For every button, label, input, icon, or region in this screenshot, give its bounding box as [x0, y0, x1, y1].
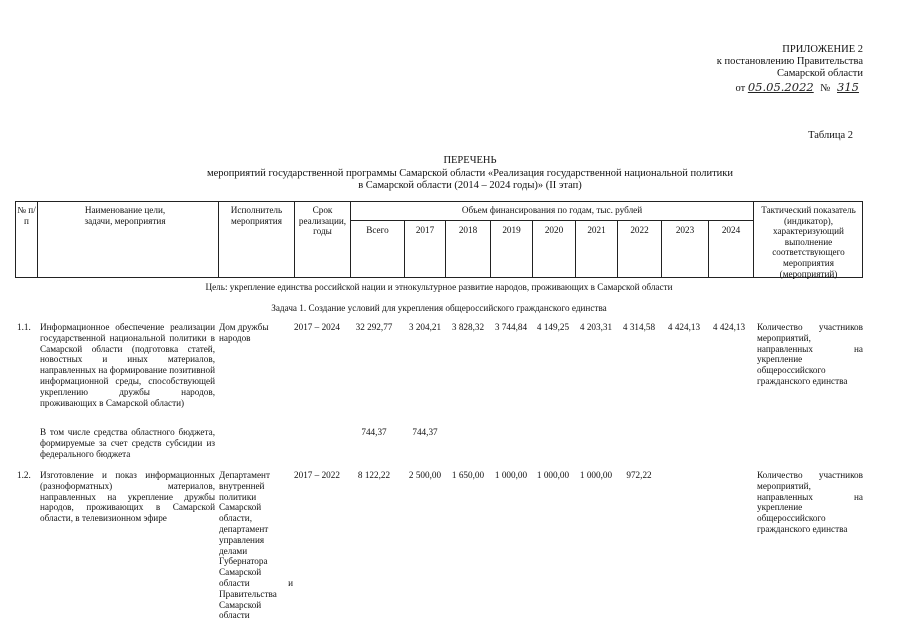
- row-1-2-total: 8 122,22: [357, 470, 391, 480]
- row-1-1-num: 1.1.: [17, 322, 31, 332]
- appendix-date-line: [663, 81, 863, 95]
- row-1-2-num: 1.2.: [17, 470, 31, 480]
- row-1-2-term: 2017 – 2022: [294, 470, 340, 480]
- header-name: Наименование цели, задачи, мероприятия: [84, 205, 166, 226]
- appendix-block: [663, 44, 863, 95]
- goal-text: Цель: укрепление единства российской нации и этнокультурное развитие народов, проживающих в Самарской области: [205, 282, 673, 292]
- header-funding: Объем финансирования по годам, тыс. рублей: [461, 205, 643, 215]
- row-1-1-2017: 3 204,21: [408, 322, 442, 332]
- title-heading: ПЕРЕЧЕНЬ: [443, 155, 497, 166]
- header-year-2019: 2019: [502, 225, 521, 235]
- table-header: [15, 201, 863, 278]
- row-1-2-2018: 1 650,00: [451, 470, 485, 480]
- header-year-2023: 2023: [675, 225, 695, 235]
- row-1-1-2019: 3 744,84: [494, 322, 528, 332]
- row-1-1-2018: 3 828,32: [451, 322, 485, 332]
- table-label: Таблица 2: [808, 130, 853, 141]
- row-subsidy-2017: 744,37: [412, 427, 438, 437]
- row-1-2-executor: Департамент внутренней политики Самарской области, департамент управления делами Губернатора Самарской области и Правительства Самарской области: [219, 470, 293, 621]
- header-year-2022: 2022: [630, 225, 649, 235]
- header-total: Всего: [366, 225, 389, 235]
- date-prefix: от: [735, 83, 746, 94]
- number-prefix: №: [820, 83, 831, 94]
- row-1-2-2022: 972,22: [626, 470, 652, 480]
- row-1-2-2019: 1 000,00: [494, 470, 528, 480]
- handwritten-date: 05.05.2022: [747, 80, 814, 94]
- task-text: Задача 1. Создание условий для укрепления общероссийского гражданского единства: [271, 303, 607, 313]
- header-num: № п/п: [17, 205, 36, 226]
- header-indicator: Тактический показатель (индикатор), характеризующий выполнение соответствующего мероприятия (мероприятий): [761, 205, 856, 279]
- row-subsidy-name: В том числе средства областного бюджета, формируемые за счет средств субсидии из федерального бюджета: [40, 427, 215, 459]
- header-year-2017: 2017: [415, 225, 435, 235]
- header-year-2021: 2021: [587, 225, 606, 235]
- row-1-2-2021: 1 000,00: [579, 470, 613, 480]
- row-1-1-2020: 4 149,25: [536, 322, 570, 332]
- row-subsidy-total: 744,37: [361, 427, 387, 437]
- row-1-1-2024: 4 424,13: [712, 322, 746, 332]
- appendix-resolution: к постановлению Правительства: [716, 56, 863, 67]
- row-1-1-2022: 4 314,58: [622, 322, 656, 332]
- row-1-1-2023: 4 424,13: [667, 322, 701, 332]
- title-line-3: в Самарской области (2014 – 2024 годы)» (II этап): [358, 180, 582, 191]
- row-1-2-2017: 2 500,00: [408, 470, 442, 480]
- row-1-1-2021: 4 203,31: [579, 322, 613, 332]
- row-1-2-indicator: Количество участников мероприятий, направленных на укрепление общероссийского гражданского единства: [757, 470, 863, 534]
- handwritten-number: 315: [837, 80, 859, 94]
- header-executor: Исполнитель мероприятия: [230, 205, 283, 226]
- row-1-1-total: 32 292,77: [355, 322, 393, 332]
- header-term: Срок реализации, годы: [298, 205, 347, 237]
- title-line-2: мероприятий государственной программы Самарской области «Реализация государственной национальной политики: [206, 167, 734, 179]
- appendix-region: Самарской области: [777, 68, 863, 79]
- row-1-2-name: Изготовление и показ информационных (разноформатных) материалов, направленных на укрепление дружбы народов, проживающих в Самарской области, в телевизионном эфире: [40, 470, 215, 524]
- row-1-1-term: 2017 – 2024: [294, 322, 340, 332]
- appendix-title: ПРИЛОЖЕНИЕ 2: [782, 44, 863, 55]
- header-year-2020: 2020: [544, 225, 564, 235]
- row-1-2-2020: 1 000,00: [536, 470, 570, 480]
- header-year-2018: 2018: [458, 225, 478, 235]
- row-1-1-name: Информационное обеспечение реализации государственной национальной политики в Самарской области (подготовка статей, новостных и иных материалов, направленных на формирование позитивной информационной среды, способствующей укреплению дружбы народов, проживающих в Самарской области): [40, 322, 215, 408]
- document-title: [150, 155, 790, 193]
- row-1-1-executor: Дом дружбы народов: [219, 322, 269, 343]
- header-year-2024: 2024: [721, 225, 741, 235]
- row-1-1-indicator: Количество участников мероприятий, направленных на укрепление общероссийского гражданского единства: [757, 322, 863, 386]
